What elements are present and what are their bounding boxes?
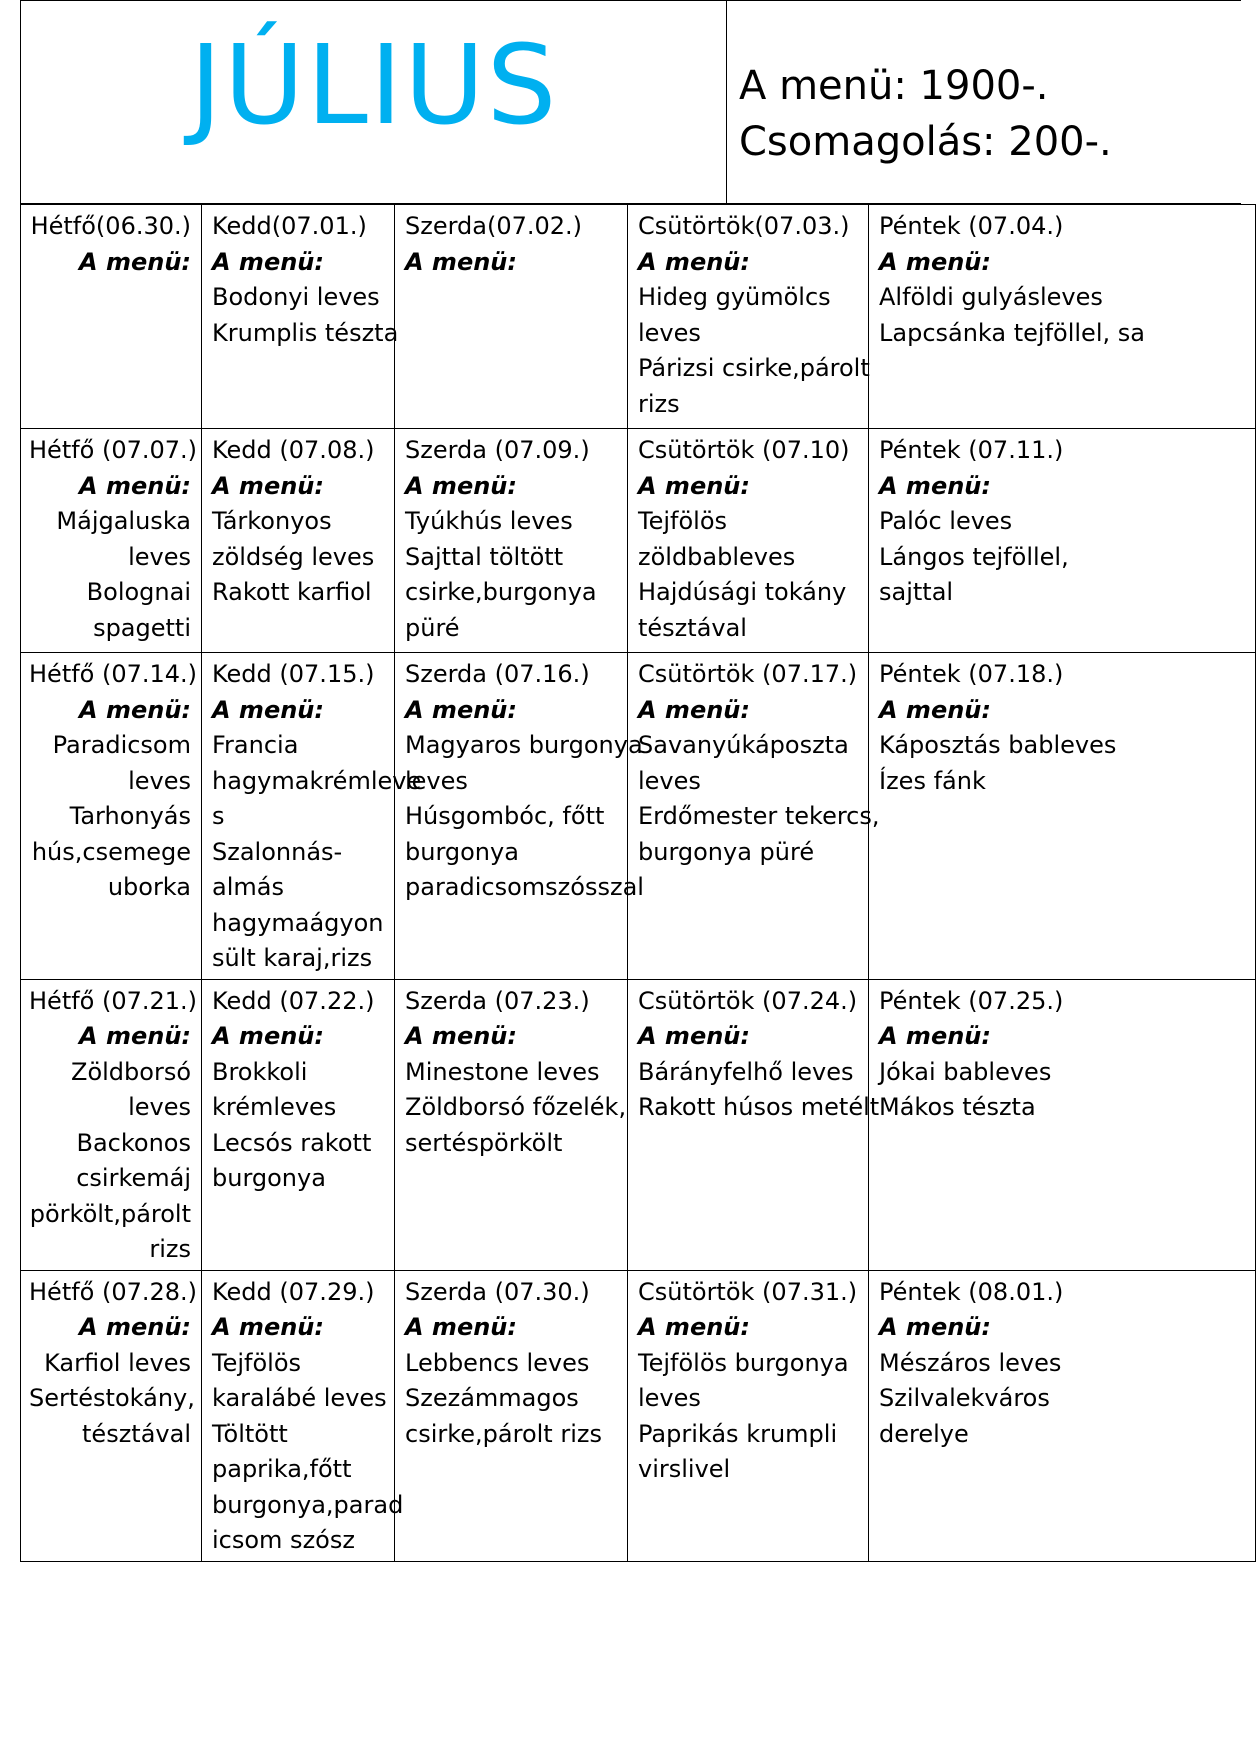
dish-line: püré	[405, 613, 460, 642]
dish-line: Szezámmagos	[405, 1384, 579, 1412]
day-date: Hétfő(06.30.)	[30, 212, 191, 240]
dish-line: paradicsomszósszal	[405, 873, 644, 901]
dish-line: Krumplis tészta	[212, 318, 399, 347]
day-cell-thu	[628, 653, 880, 980]
day-cell-fri	[869, 205, 1256, 429]
day-cell-tue	[202, 205, 399, 429]
day-date: Kedd (07.15.)	[212, 660, 375, 688]
dish-line: Lecsós rakott	[212, 1128, 372, 1157]
dish-line: Jókai bableves	[879, 1057, 1052, 1086]
day-cell-thu	[628, 979, 880, 1270]
day-date: Csütörtök(07.03.)	[638, 212, 850, 240]
dish-line: zöldbableves	[638, 542, 796, 571]
dish-line: Minestone leves	[405, 1057, 600, 1086]
day-cell-tue	[202, 429, 395, 653]
day-date: Kedd (07.08.)	[212, 436, 375, 464]
week-row	[21, 653, 1256, 980]
dish-line: pörkölt,párolt	[29, 1199, 191, 1228]
dish-line: sült karaj,rizs	[212, 944, 373, 972]
menu-label: A menü:	[212, 247, 324, 276]
dish-line: Ízes fánk	[879, 766, 986, 795]
day-cell-tue	[202, 1270, 404, 1561]
dish-line: Májgaluska	[56, 507, 191, 535]
dish-line: Paradicsom	[52, 731, 191, 759]
menu-label: A menü:	[879, 471, 991, 500]
menu-label: A menü:	[212, 471, 324, 500]
dish-line: leves	[128, 1093, 191, 1121]
dish-line: Brokkoli	[212, 1057, 308, 1086]
week-row	[21, 205, 1256, 429]
dish-line: Savanyúkáposzta	[638, 731, 849, 759]
dish-line: csirke,burgonya	[405, 578, 597, 606]
dish-line: Francia	[212, 731, 299, 759]
menu-label: A menü:	[79, 1313, 191, 1341]
dish-line: Sajttal töltött	[405, 542, 564, 571]
dish-line: icsom szósz	[212, 1526, 355, 1554]
dish-line: Bárányfelhő leves	[638, 1057, 854, 1086]
dish-line: Rakott húsos metélt	[638, 1093, 880, 1121]
dish-line: tésztával	[638, 613, 747, 642]
dish-line: Lángos tejföllel,	[879, 542, 1069, 571]
menu-label: A menü:	[638, 471, 750, 500]
day-cell-fri	[869, 429, 1256, 653]
dish-line: rizs	[149, 1235, 191, 1263]
day-date: Péntek (07.11.)	[879, 436, 1064, 464]
day-date: Szerda (07.09.)	[405, 436, 590, 464]
dish-line: csirkemáj	[76, 1164, 191, 1192]
dish-line: Lebbencs leves	[405, 1348, 590, 1377]
page-header	[20, 0, 1241, 204]
day-date: Hétfő (07.28.)	[29, 1277, 198, 1306]
dish-line: Lapcsánka tejföllel, sa	[879, 318, 1145, 347]
day-date: Kedd(07.01.)	[212, 212, 367, 240]
day-date: Péntek (08.01.)	[879, 1277, 1064, 1306]
day-date: Kedd (07.29.)	[212, 1277, 375, 1306]
dish-line: karalábé leves	[212, 1384, 387, 1412]
dish-line: Bolognai	[86, 578, 191, 606]
dish-line: leves	[405, 766, 468, 795]
dish-line: burgonya püré	[638, 837, 815, 866]
dish-line: zöldség leves	[212, 542, 375, 571]
dish-line: leves	[128, 542, 191, 571]
dish-line: Tejfölös burgonya	[638, 1348, 849, 1377]
menu-label: A menü:	[879, 1022, 991, 1050]
dish-line: Párizsi csirke,párolt	[638, 354, 870, 382]
dish-line: spagetti	[93, 613, 191, 642]
day-date: Szerda (07.23.)	[405, 986, 590, 1015]
dish-line: burgonya	[212, 1164, 326, 1192]
dish-line: burgonya,parad	[212, 1490, 404, 1519]
menu-label: A menü:	[879, 1313, 991, 1341]
day-date: Péntek (07.04.)	[879, 212, 1064, 240]
dish-line: Tarhonyás	[69, 802, 191, 830]
menu-label: A menü:	[79, 1022, 191, 1050]
day-date: Csütörtök (07.31.)	[638, 1277, 858, 1306]
menu-price: A menü: 1900-.	[739, 63, 1049, 109]
dish-line: Sertéstokány,	[29, 1384, 195, 1412]
dish-line: Palóc leves	[879, 507, 1013, 535]
day-cell-wed	[395, 653, 644, 980]
day-cell-wed	[395, 205, 628, 429]
day-cell-tue	[202, 653, 422, 980]
day-cell-fri	[869, 653, 1256, 980]
day-cell-mon	[21, 979, 202, 1270]
dish-line: Káposztás bableves	[879, 731, 1117, 759]
week-row	[21, 429, 1256, 653]
dish-line: derelye	[879, 1419, 969, 1448]
dish-line: Magyaros burgonya	[405, 731, 643, 759]
dish-line: sajttal	[879, 578, 954, 606]
day-cell-wed	[395, 429, 628, 653]
dish-line: Tejfölös	[638, 507, 728, 535]
menu-label: A menü:	[212, 1313, 324, 1341]
month-title: JÚLIUS	[189, 21, 559, 149]
menu-label: A menü:	[405, 471, 517, 500]
menu-label: A menü:	[405, 247, 517, 276]
menu-label: A menü:	[405, 695, 517, 724]
dish-line: Backonos	[76, 1128, 191, 1157]
day-date: Csütörtök (07.24.)	[638, 986, 858, 1015]
day-date: Kedd (07.22.)	[212, 986, 375, 1015]
day-date: Szerda(07.02.)	[405, 212, 583, 240]
dish-line: Karfiol leves	[44, 1348, 191, 1377]
day-date: Csütörtök (07.17.)	[638, 660, 858, 688]
dish-line: Rakott karfiol	[212, 578, 372, 606]
dish-line: Mákos tészta	[879, 1093, 1036, 1121]
dish-line: Tárkonyos	[212, 507, 332, 535]
day-cell-thu	[628, 1270, 869, 1561]
dish-line: hagymakrémleve	[212, 766, 422, 795]
week-row	[21, 979, 1256, 1270]
dish-line: Szalonnás-	[212, 837, 343, 866]
day-date: Péntek (07.18.)	[879, 660, 1064, 688]
menu-label: A menü:	[212, 695, 324, 724]
day-date: Csütörtök (07.10)	[638, 436, 850, 464]
dish-line: leves	[638, 766, 701, 795]
menu-label: A menü:	[638, 695, 750, 724]
dish-line: krémleves	[212, 1093, 337, 1121]
dish-line: Töltött	[212, 1419, 288, 1448]
day-cell-mon	[21, 1270, 202, 1561]
menu-label: A menü:	[79, 695, 191, 724]
packaging-price: Csomagolás: 200-.	[739, 119, 1112, 165]
menu-label: A menü:	[405, 1313, 517, 1341]
day-cell-wed	[395, 1270, 628, 1561]
menu-label: A menü:	[405, 1022, 517, 1050]
day-cell-mon	[21, 205, 202, 429]
menu-label: A menü:	[79, 247, 191, 276]
menu-label: A menü:	[638, 247, 750, 276]
dish-line: Tyúkhús leves	[405, 507, 573, 535]
dish-line: paprika,főtt	[212, 1455, 352, 1483]
menu-label: A menü:	[879, 247, 991, 276]
day-cell-tue	[202, 979, 395, 1270]
day-date: Hétfő (07.07.)	[29, 436, 198, 464]
day-cell-thu	[628, 205, 869, 429]
price-info	[739, 58, 1112, 170]
dish-line: Szilvalekváros	[879, 1384, 1050, 1412]
dish-line: hagymaágyon	[212, 908, 384, 937]
dish-line: uborka	[107, 873, 191, 901]
dish-line: Bodonyi leves	[212, 283, 380, 311]
dish-line: Hideg gyümölcs	[638, 283, 831, 311]
dish-line: tésztával	[82, 1419, 191, 1448]
dish-line: Mészáros leves	[879, 1348, 1062, 1377]
dish-line: virslivel	[638, 1455, 731, 1483]
menu-label: A menü:	[638, 1022, 750, 1050]
menu-label: A menü:	[879, 695, 991, 724]
dish-line: Zöldborsó főzelék,	[405, 1093, 627, 1121]
dish-line: hús,csemege	[31, 837, 191, 866]
day-cell-fri	[869, 1270, 1256, 1561]
dish-line: sertéspörkölt	[405, 1128, 563, 1157]
day-cell-wed	[395, 979, 628, 1270]
dish-line: leves	[638, 1384, 701, 1412]
dish-line: Húsgombóc, főtt	[405, 802, 605, 830]
dish-line: Tejfölös	[212, 1348, 302, 1377]
day-date: Péntek (07.25.)	[879, 986, 1064, 1015]
dish-line: Erdőmester tekercs,	[638, 802, 880, 830]
dish-line: leves	[128, 766, 191, 795]
menu-label: A menü:	[79, 471, 191, 500]
week-row	[21, 1270, 1256, 1561]
weekly-menu-table	[20, 204, 1256, 1562]
dish-line: burgonya	[405, 837, 519, 866]
day-cell-fri	[869, 979, 1256, 1270]
menu-label: A menü:	[212, 1022, 324, 1050]
dish-line: leves	[638, 318, 701, 347]
day-date: Hétfő (07.14.)	[29, 660, 198, 688]
day-date: Szerda (07.16.)	[405, 660, 590, 688]
dish-line: csirke,párolt rizs	[405, 1419, 602, 1448]
menu-label: A menü:	[638, 1313, 750, 1341]
dish-line: s	[212, 802, 225, 830]
dish-line: rizs	[638, 389, 680, 418]
dish-line: Zöldborsó	[71, 1057, 191, 1086]
title-cell	[21, 1, 727, 204]
dish-line: almás	[212, 873, 284, 901]
day-date: Szerda (07.30.)	[405, 1277, 590, 1306]
day-cell-mon	[21, 429, 202, 653]
day-cell-mon	[21, 653, 202, 980]
dish-line: Paprikás krumpli	[638, 1419, 838, 1448]
day-date: Hétfő (07.21.)	[29, 986, 198, 1015]
dish-line: Hajdúsági tokány	[638, 578, 847, 606]
dish-line: Alföldi gulyásleves	[879, 283, 1103, 311]
day-cell-thu	[628, 429, 869, 653]
